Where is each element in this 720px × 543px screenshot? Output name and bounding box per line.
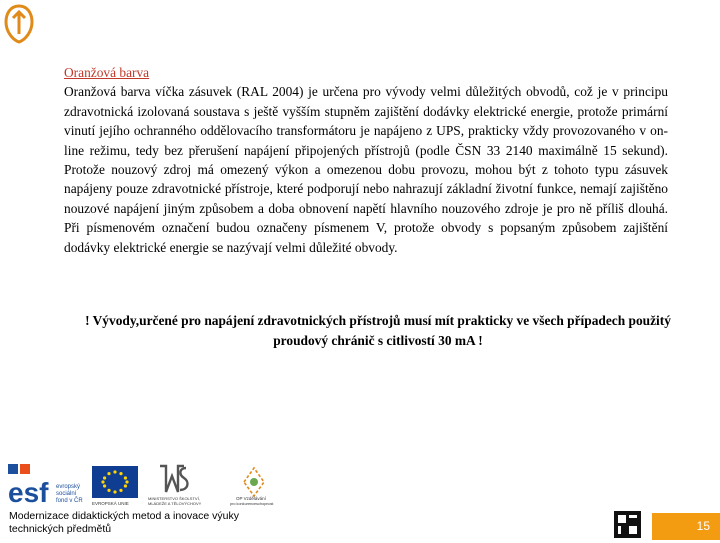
page-number: 15 xyxy=(696,519,710,533)
svg-text:OP Vzdělávání: OP Vzdělávání xyxy=(236,496,266,501)
project-caption-line-2: technických předmětů xyxy=(9,523,112,535)
footer-brand-icon xyxy=(614,511,641,538)
svg-text:fond v ČR: fond v ČR xyxy=(56,498,83,504)
svg-text:esf: esf xyxy=(8,477,49,508)
content-block xyxy=(64,63,668,257)
esf-logo xyxy=(8,464,83,508)
project-caption-line-1: Modernizace didaktických metod a inovace výuky xyxy=(9,510,239,522)
svg-text:MINISTERSTVO ŠKOLSTVÍ,: MINISTERSTVO ŠKOLSTVÍ, xyxy=(148,496,200,501)
body-paragraph: Oranžová barva víčka zásuvek (RAL 2004) je určena pro vývody velmi důležitých obvodů, což je v principu zdravotnická izolovaná soustava s ještě vyšším stupněm zajištění dodávky elektrické energie, protože primární vinutí jejího ochranného oddělovacího transformátoru je napájeno z UPS, prakticky vždy provozovaného v on-line režimu, tedy bez přerušení napájení připojených přístrojů (podle ČSN 33 2140 maximálně 15 sekund). Protože nouzový zdroj má omezený výkon a omezenou dobu provozu, mohou být z tohoto typu zásuvek napájeny pouze zdravotnické přístroje, které podporují nebo nahrazují základní životní funkce, nemají zajištěno nouzové napájení jiným způsobem a doba obnovení napětí hlavního nouzového zdroje je pro ně příliš dlouhá. Při písmenovém označení budou označeny písmenem V, protože obvody s popsaným způsobem zajištění dodávky elektrické energie se nazývají velmi důležité obvody. xyxy=(64,84,668,255)
project-caption xyxy=(9,510,239,536)
msmt-logo xyxy=(148,466,202,506)
svg-text:EVROPSKÁ UNIE: EVROPSKÁ UNIE xyxy=(92,501,129,506)
section-heading: Oranžová barva xyxy=(64,65,150,80)
warning-note: ! Vývody,určené pro napájení zdravotnických přístrojů musí mít prakticky ve všech případech použitý proudový chránič s citlivostí 30 mA ! xyxy=(85,313,671,348)
footer-logos xyxy=(8,462,298,508)
op-logo xyxy=(230,468,274,506)
page-number-badge xyxy=(652,513,720,540)
svg-text:MLÁDEŽE A TĚLOVÝCHOVY: MLÁDEŽE A TĚLOVÝCHOVY xyxy=(148,501,202,506)
svg-text:sociální: sociální xyxy=(56,491,77,497)
school-logo xyxy=(4,4,34,44)
eu-flag-logo xyxy=(92,466,138,506)
svg-text:pro konkurenceschopnost: pro konkurenceschopnost xyxy=(230,502,274,506)
svg-text:evropský: evropský xyxy=(56,484,81,490)
